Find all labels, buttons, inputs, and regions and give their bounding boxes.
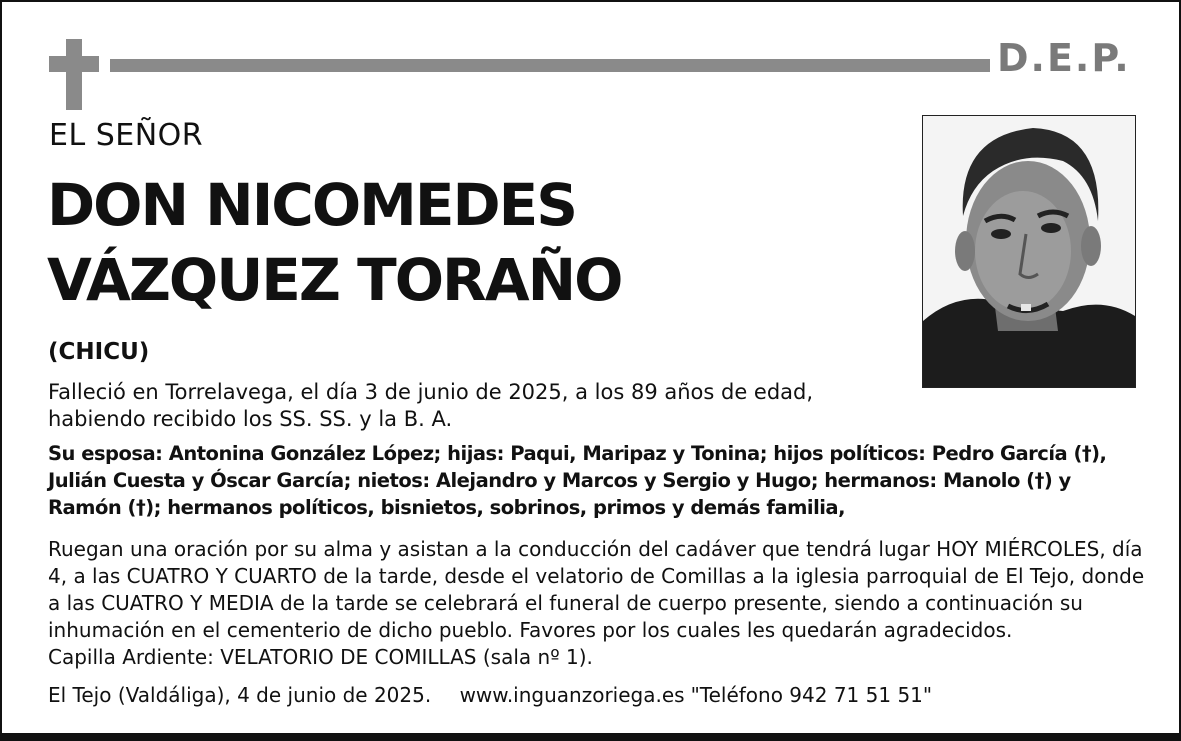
bottom-border	[0, 735, 1181, 741]
chapel-text: Capilla Ardiente: VELATORIO DE COMILLAS (sala nº 1).	[48, 645, 593, 669]
name-line-1: DON NICOMEDES	[47, 171, 577, 239]
portrait-image	[923, 116, 1135, 387]
deceased-name	[47, 168, 621, 318]
website-link[interactable]: www.inguanzoriega.es	[459, 683, 685, 707]
family-list: Su esposa: Antonina González López; hijas: Paqui, Maripaz y Tonina; hijos políticos: Pedro García (†), Julián Cuesta y Óscar García; nietos: Alejandro y Marcos y Sergio y Hugo; hermanos: Manolo (†) y Ramón (†); hermanos políticos, bisnietos, sobrinos, primos y demás familia,	[48, 442, 1107, 519]
ceremony-details	[48, 536, 1158, 671]
cross-icon-bar	[49, 56, 99, 72]
footer	[48, 682, 1158, 709]
cross-icon	[66, 39, 82, 110]
header-rule	[110, 59, 990, 72]
death-notice: Falleció en Torrelavega, el día 3 de junio de 2025, a los 89 años de edad, habiendo recibido los SS. SS. y la B. A.	[48, 380, 814, 431]
nickname: (CHICU)	[48, 339, 150, 365]
name-line-2: VÁZQUEZ TORAÑO	[47, 246, 622, 314]
place-date: El Tejo (Valdáliga), 4 de junio de 2025.	[48, 683, 432, 707]
portrait-photo	[922, 115, 1136, 388]
ceremony-text: Ruegan una oración por su alma y asistan a la conducción del cadáver que tendrá lugar HOY MIÉRCOLES, día 4, a las CUATRO Y CUARTO de la tarde, desde el velatorio de Comillas a la iglesia parroquial de El Tejo, donde a las CUATRO Y MEDIA de la tarde se celebrará el funeral de cuerpo presente, siendo a continuación su inhumación en el cementerio de dicho pueblo. Favores por los cuales les quedarán agradecidos.	[48, 537, 1145, 642]
dep-label: D.E.P.	[997, 36, 1131, 80]
honorific: EL SEÑOR	[49, 118, 204, 153]
phone-number: "Teléfono 942 71 51 51"	[690, 683, 933, 707]
